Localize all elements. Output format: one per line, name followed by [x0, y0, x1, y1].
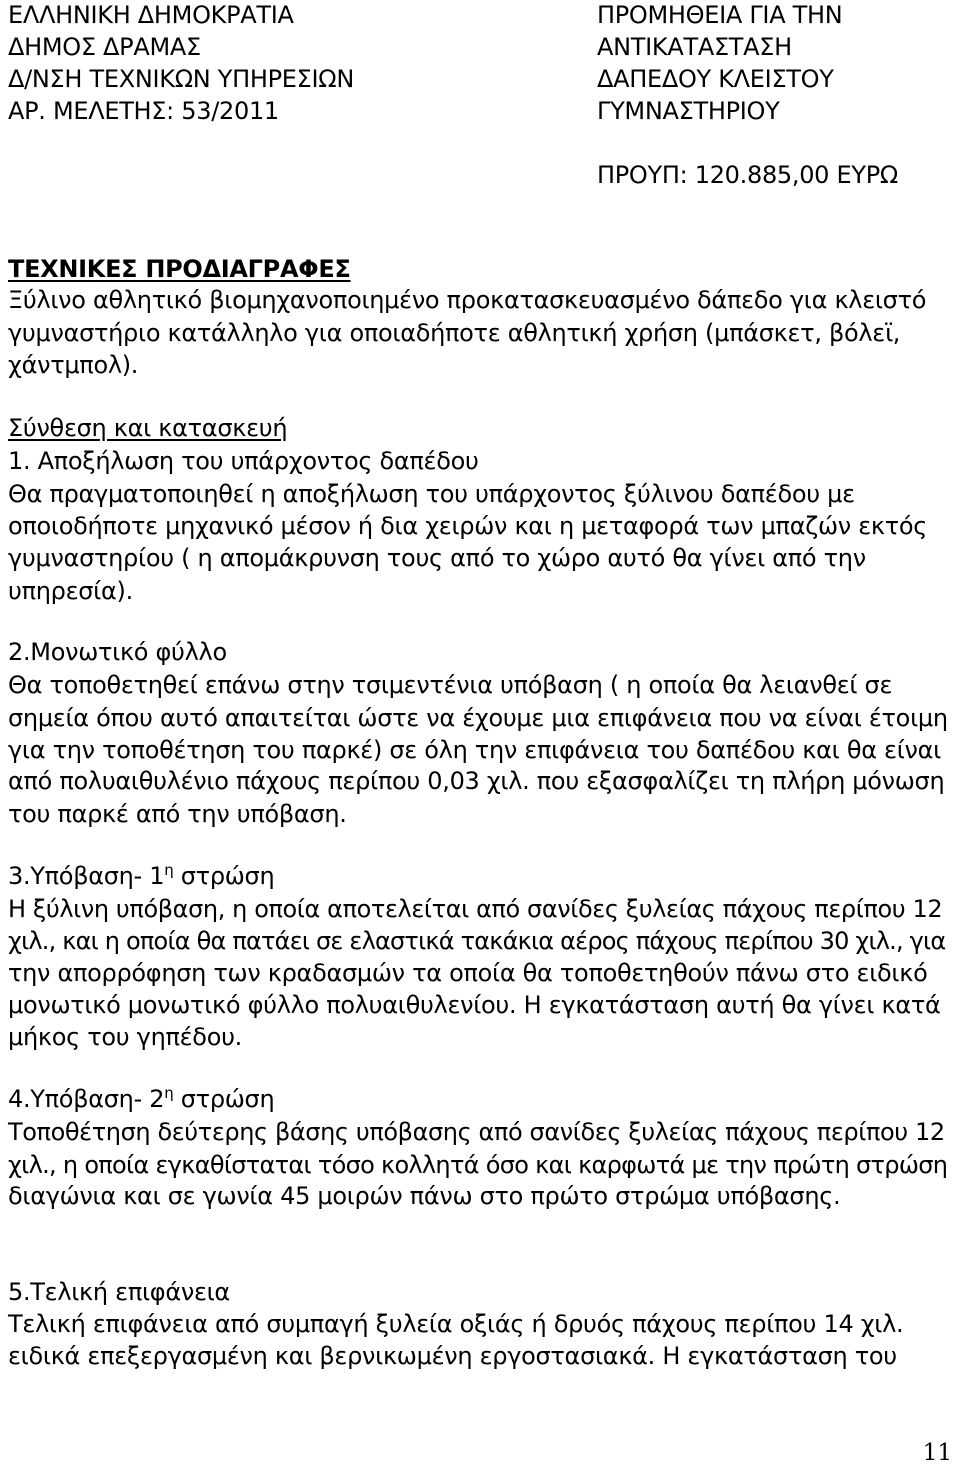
section-4-line-1: Τοποθέτηση δεύτερης βάσης υπόβασης από σανίδες ξυλείας πάχους περίπου 12	[8, 1118, 945, 1146]
section-3-line-5: μήκος του γηπέδου.	[8, 1023, 242, 1051]
section-3-heading	[8, 861, 274, 891]
section-4-line-3: διαγώνια και σε γωνία 45 μοιρών πάνω στο πρώτο στρώμα υπόβασης.	[8, 1182, 841, 1210]
document-title: ΤΕΧΝΙΚΕΣ ΠΡΟΔΙΑΓΡΑΦΕΣ	[8, 255, 351, 283]
section-3-line-2: χιλ., και η οποία θα πατάει σε ελαστικά τακάκια αέρος πάχους περίπου 30 χιλ., για	[8, 927, 946, 955]
intro-line-1: Ξύλινο αθλητικό βιομηχανοποιημένο προκατασκευασμένο δάπεδο για κλειστό	[8, 286, 927, 314]
section-4-heading-sup: η	[164, 1084, 174, 1102]
section-5-line-1: Τελική επιφάνεια από συμπαγή ξυλεία οξιάς ή δρυός πάχους περίπου 14 χιλ.	[8, 1310, 904, 1338]
section-4-heading-text: 4.Υπόβαση- 2	[8, 1085, 165, 1113]
header-left-line-2: ΔΗΜΟΣ ΔΡΑΜΑΣ	[8, 33, 201, 61]
header-right-line-1: ΠΡΟΜΗΘΕΙΑ ΓΙΑ ΤΗΝ	[597, 1, 843, 29]
section-4-heading	[8, 1084, 274, 1114]
section-3-line-3: την απορρόφηση των κραδασμών τα οποία θα τοποθετηθούν πάνω στο ειδικό	[8, 959, 928, 987]
section-subtitle: Σύνθεση και κατασκευή	[8, 414, 288, 442]
section-3-line-1: Η ξύλινη υπόβαση, η οποία αποτελείται από σανίδες ξυλείας πάχους περίπου 12	[8, 895, 943, 923]
section-1-line-3: γυμναστηρίου ( η απομάκρυνση τους από το χώρο αυτό θα γίνει από την	[8, 544, 866, 572]
section-5-line-2: ειδικά επεξεργασμένη και βερνικωμένη εργοστασιακά. Η εγκατάσταση του	[8, 1342, 897, 1370]
section-1-line-4: υπηρεσία).	[8, 577, 133, 605]
section-3-line-4: μονωτικό μονωτικό φύλλο πολυαιθυλενίου. Η εγκατάσταση αυτή θα γίνει κατά	[8, 991, 941, 1019]
section-4-line-2: χιλ., η οποία εγκαθίσταται τόσο κολλητά όσο και καρφωτά με την πρώτη στρώση	[8, 1151, 948, 1179]
section-1-line-2: οποιοδήποτε μηχανικό μέσον ή δια χειρών και η μεταφορά των μπαζών εκτός	[8, 512, 928, 540]
intro-line-2: γυμναστήριο κατάλληλο για οποιαδήποτε αθλητική χρήση (μπάσκετ, βόλεϊ,	[8, 319, 901, 347]
section-3-heading-text: 3.Υπόβαση- 1	[8, 862, 165, 890]
page-number: 11	[922, 1440, 952, 1466]
header-left-line-1: ΕΛΛΗΝΙΚΗ ΔΗΜΟΚΡΑΤΙΑ	[8, 1, 294, 29]
header-right-line-4: ΓΥΜΝΑΣΤΗΡΙΟΥ	[597, 97, 780, 125]
section-2-line-3: για την τοποθέτηση του παρκέ) σε όλη την επιφάνεια του δαπέδου και θα είναι	[8, 736, 941, 764]
intro-line-3: χάντμπολ).	[8, 351, 139, 379]
budget: ΠΡΟΥΠ: 120.885,00 ΕΥΡΩ	[597, 161, 898, 189]
header-right-line-3: ΔΑΠΕΔΟΥ ΚΛΕΙΣΤΟΥ	[597, 65, 834, 93]
section-4-heading-suffix: στρώση	[173, 1085, 275, 1113]
section-2-line-2: σημεία όπου αυτό απαιτείται ώστε να έχουμε μια επιφάνεια που να είναι έτοιμη	[8, 704, 948, 732]
header-left-line-4: ΑΡ. ΜΕΛΕΤΗΣ: 53/2011	[8, 97, 279, 125]
section-3-heading-sup: η	[164, 861, 174, 879]
header-right-line-2: ΑΝΤΙΚΑΤΑΣΤΑΣΗ	[597, 33, 792, 61]
header-left-line-3: Δ/ΝΣΗ ΤΕΧΝΙΚΩΝ ΥΠΗΡΕΣΙΩΝ	[8, 65, 354, 93]
section-2-line-4: από πολυαιθυλένιο πάχους περίπου 0,03 χιλ. που εξασφαλίζει τη πλήρη μόνωση	[8, 767, 945, 795]
section-2-heading: 2.Μονωτικό φύλλο	[8, 638, 227, 666]
section-3-heading-suffix: στρώση	[173, 862, 275, 890]
section-1-line-1: Θα πραγματοποιηθεί η αποξήλωση του υπάρχοντος ξύλινου δαπέδου με	[8, 480, 855, 508]
section-1-heading: 1. Αποξήλωση του υπάρχοντος δαπέδου	[8, 447, 479, 475]
section-2-line-1: Θα τοποθετηθεί επάνω στην τσιμεντένια υπόβαση ( η οποία θα λειανθεί σε	[8, 671, 893, 699]
section-5-heading: 5.Τελική επιφάνεια	[8, 1278, 230, 1306]
section-2-line-5: του παρκέ από την υπόβαση.	[8, 800, 347, 828]
